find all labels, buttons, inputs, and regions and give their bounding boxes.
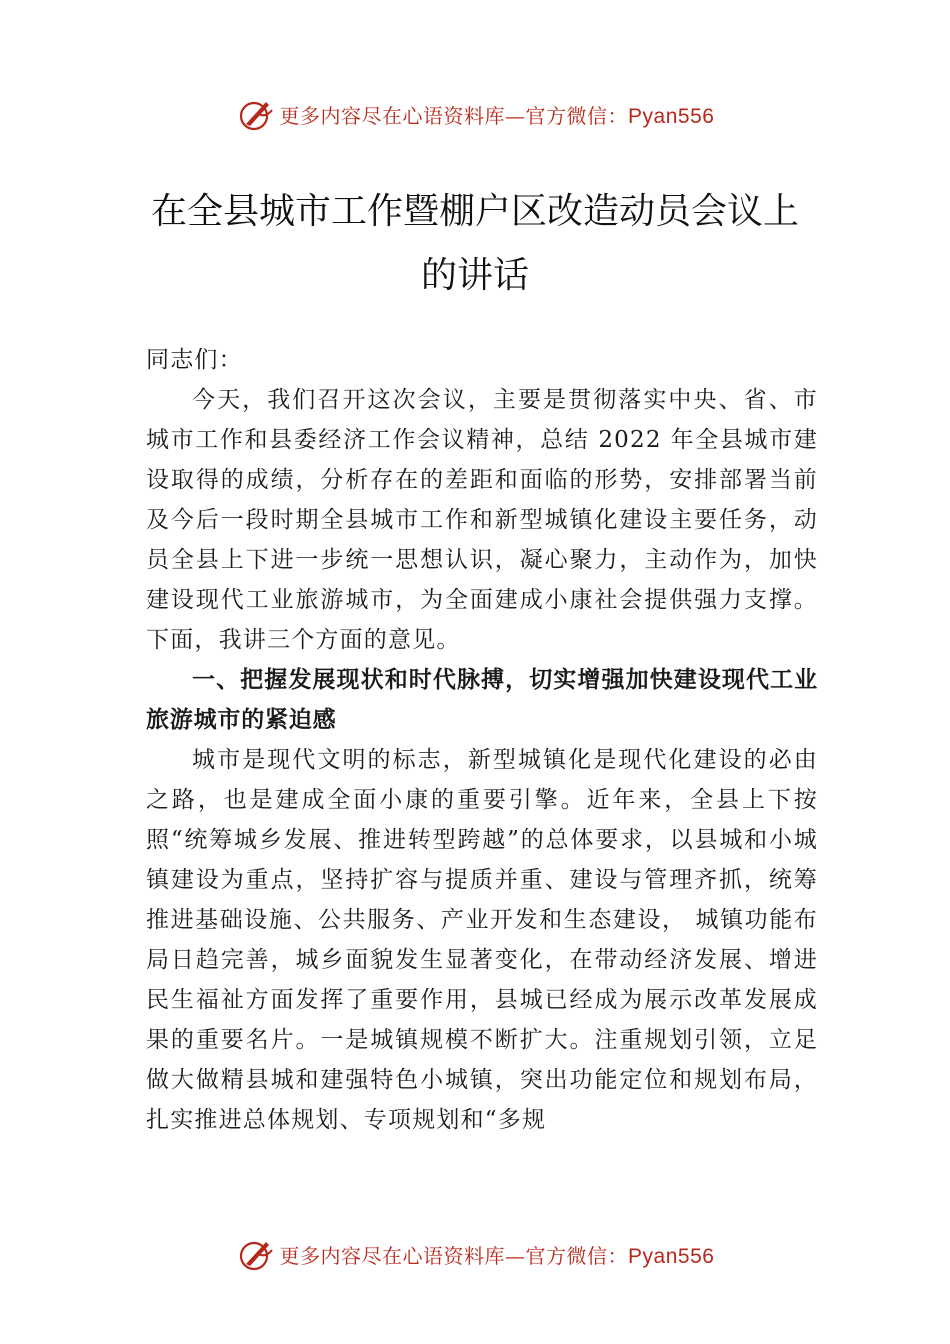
quill-logo-icon bbox=[236, 1234, 276, 1274]
salutation: 同志们： bbox=[146, 347, 243, 373]
document-body bbox=[146, 340, 818, 1140]
wechat-id: Pyan556 bbox=[628, 1244, 715, 1268]
banner-text: 更多内容尽在心语资料库—官方微信：Pyan556 bbox=[279, 103, 715, 128]
intro-paragraph: 今天，我们召开这次会议，主要是贯彻落实中央、省、市城市工作和县委经济工作会议精神，总结 2022 年全县城市建设取得的成绩，分析存在的差距和面临的形势，安排部署当前及今后一段时期全县城市工作和新型城镇化建设主要任务，动员全县上下进一步统一思想认识，凝心聚力，主动作为，加快建设现代工业旅游城市，为全面建成小康社会提供强力支撑。下面，我讲三个方面的意见。 bbox=[146, 387, 818, 653]
document-title bbox=[120, 180, 830, 308]
section-1-paragraph: 城市是现代文明的标志，新型城镇化是现代化建设的必由之路，也是建成全面小康的重要引擎。近年来，全县上下按照“统筹城乡发展、推进转型跨越”的总体要求，以县城和小城镇建设为重点，坚持扩容与提质并重、建设与管理齐抓，统筹推进基础设施、公共服务、产业开发和生态建设， 城镇功能布局日趋完善，城乡面貌发生显著变化，在带动经济发展、增进民生福祉方面发挥了重要作用，县城已经成为展示改革发展成果的重要名片。一是城镇规模不断扩大。注重规划引领，立足做大做精县城和建强特色小城镇，突出功能定位和规划布局，扎实推进总体规划、专项规划和“多规 bbox=[146, 747, 818, 1133]
banner-text: 更多内容尽在心语资料库—官方微信：Pyan556 bbox=[279, 1243, 715, 1268]
wechat-id: Pyan556 bbox=[628, 104, 715, 128]
title-line-1: 在全县城市工作暨棚户区改造动员会议上 bbox=[150, 191, 799, 232]
footer-banner bbox=[0, 1232, 950, 1276]
section-heading-1: 一、把握发展现状和时代脉搏，切实增强加快建设现代工业旅游城市的紧迫感 bbox=[146, 667, 818, 733]
header-banner bbox=[0, 92, 950, 136]
quill-logo-icon bbox=[236, 94, 276, 134]
title-line-2: 的讲话 bbox=[420, 255, 529, 296]
